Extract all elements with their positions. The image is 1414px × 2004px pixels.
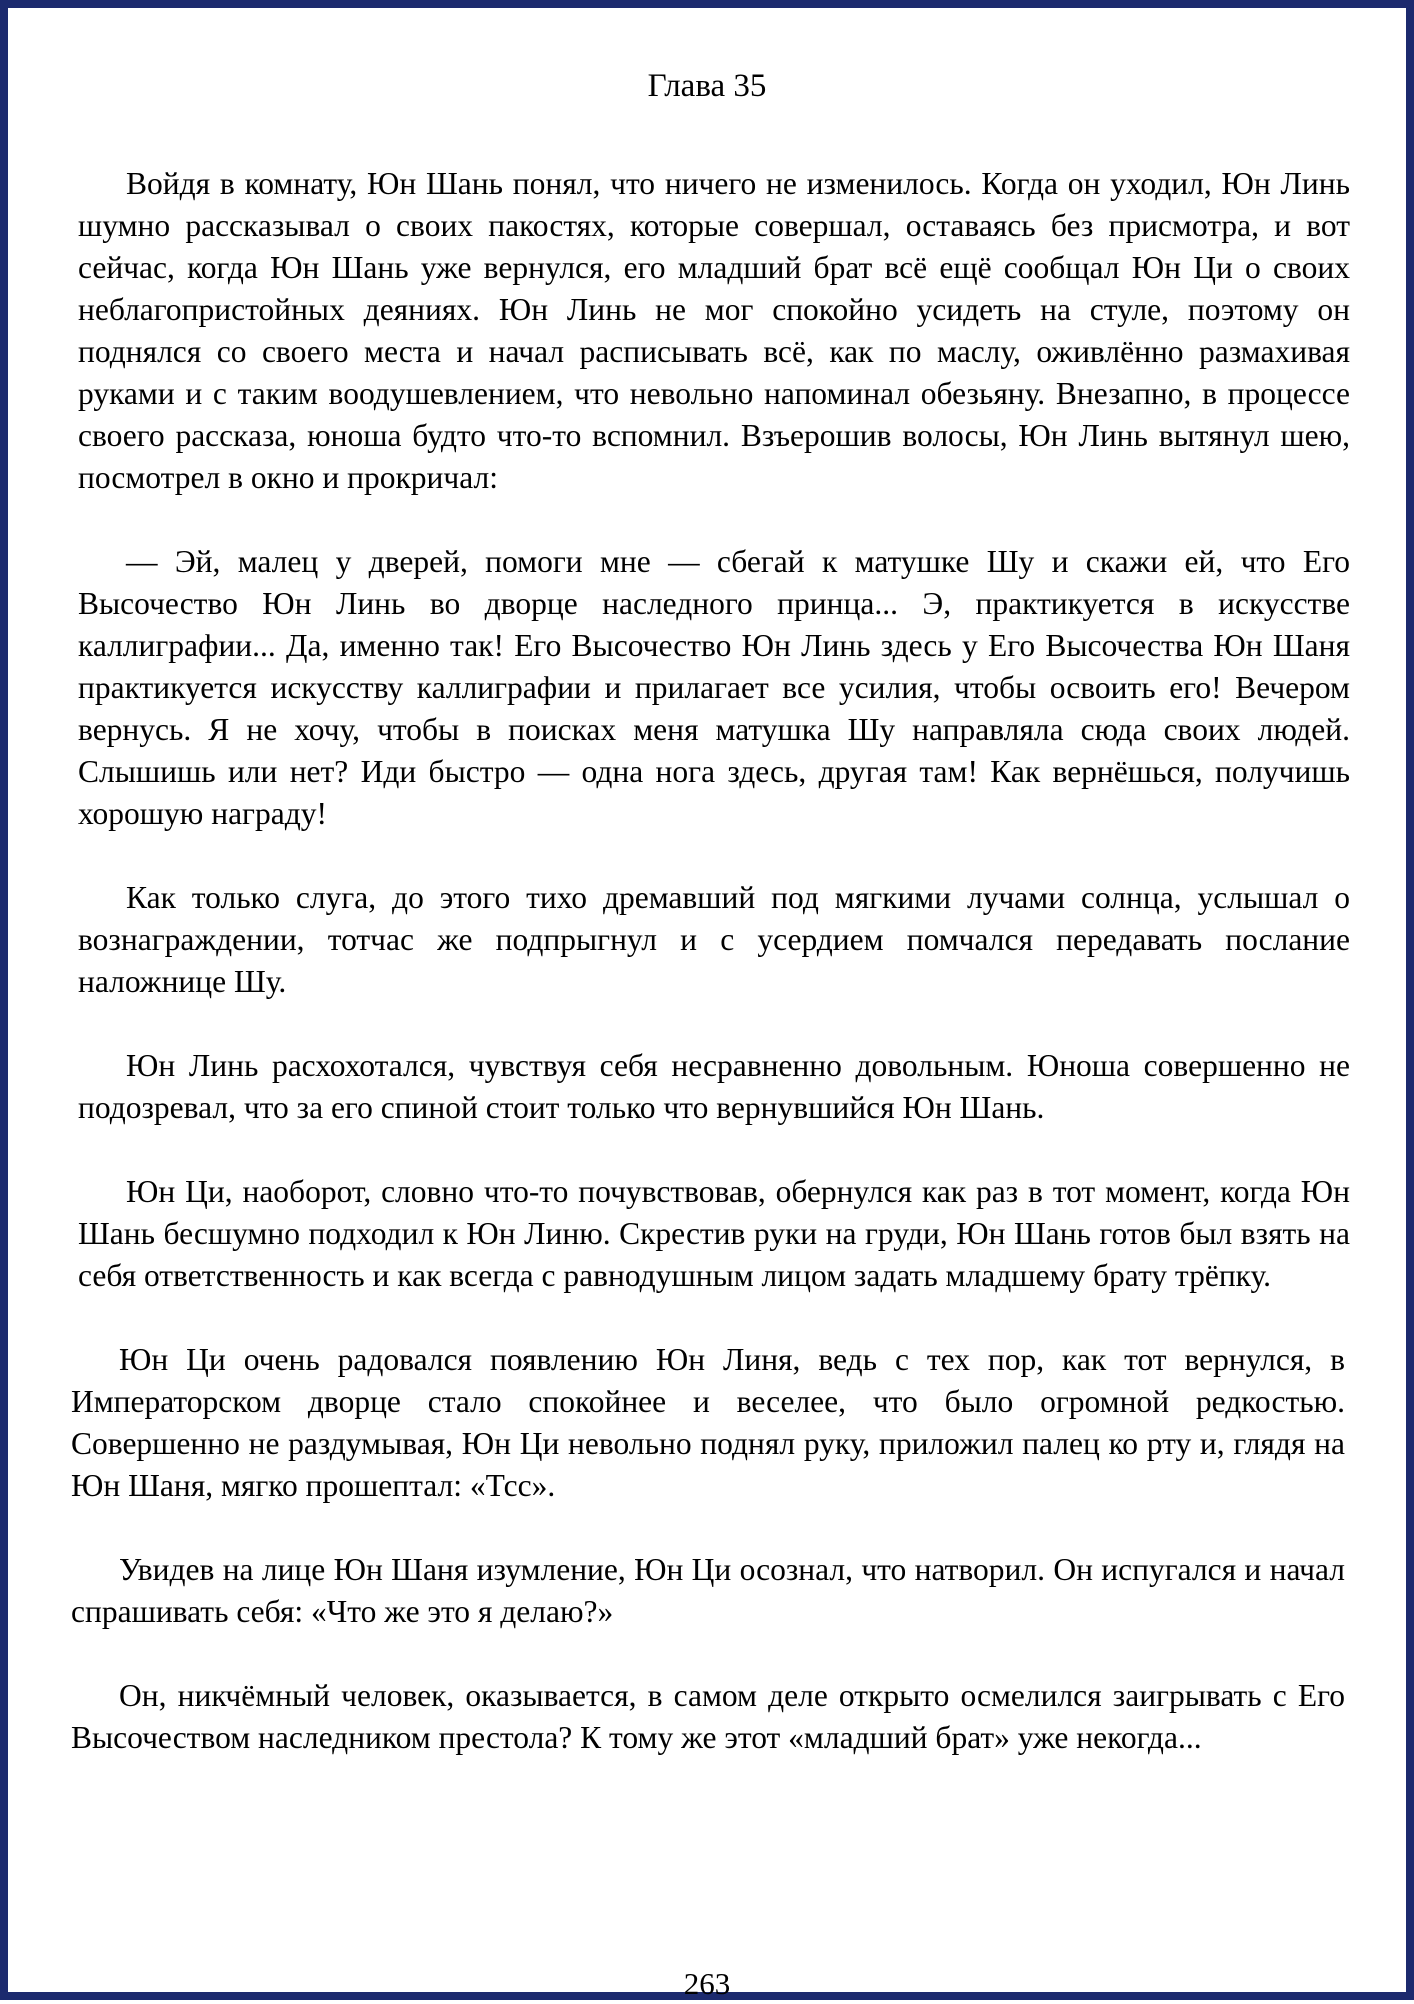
paragraph-5: Юн Ци, наоборот, словно что-то почувствовав, обернулся как раз в тот момент, когда Юн Шань бесшумно подходил к Юн Линю. Скрестив руки на груди, Юн Шань готов был взять на себя ответственность и как всегда с равнодушным лицом задать младшему брату трёпку. bbox=[78, 1174, 1350, 1293]
chapter-title: Глава 35 bbox=[647, 68, 767, 104]
paragraph-1: Войдя в комнату, Юн Шань понял, что ничего не изменилось. Когда он уходил, Юн Линь шумно рассказывал о своих пакостях, которые совершал, оставаясь без присмотра, и вот сейчас, когда Юн Шань уже вернулся, его младший брат всё ещё сообщал Юн Ци о своих неблагопристойных деяниях. Юн Линь не мог спокойно усидеть на стуле, поэтому он поднялся со своего места и начал расписывать всё, как по маслу, оживлённо размахивая руками и с таким воодушевлением, что невольно напоминал обезьяну. Внезапно, в процессе своего рассказа, юноша будто что-то вспомнил. Взъерошив волосы, Юн Линь вытянул шею, посмотрел в окно и прокричал: bbox=[78, 166, 1350, 495]
paragraph-4: Юн Линь расхохотался, чувствуя себя несравненно довольным. Юноша совершенно не подозревал, что за его спиной стоит только что вернувшийся Юн Шань. bbox=[78, 1048, 1350, 1125]
chapter-body bbox=[71, 163, 1350, 1801]
paragraph-7: Увидев на лице Юн Шаня изумление, Юн Ци осознал, что натворил. Он испугался и начал спрашивать себя: «Что же это я делаю?» bbox=[71, 1552, 1345, 1629]
paragraph-3: Как только слуга, до этого тихо дремавший под мягкими лучами солнца, услышал о вознаграждении, тотчас же подпрыгнул и с усердием помчался передавать послание наложнице Шу. bbox=[78, 880, 1350, 999]
paragraph-6: Юн Ци очень радовался появлению Юн Линя, ведь с тех пор, как тот вернулся, в Императорском дворце стало спокойнее и веселее, что было огромной редкостью. Совершенно не раздумывая, Юн Ци невольно поднял руку, приложил палец ко рту и, глядя на Юн Шаня, мягко прошептал: «Тсс». bbox=[71, 1342, 1345, 1503]
paragraph-2: — Эй, малец у дверей, помоги мне — сбегай к матушке Шу и скажи ей, что Его Высочество Юн Линь во дворце наследного принца... Э, практикуется в искусстве каллиграфии... Да, именно так! Его Высочество Юн Линь здесь у Его Высочества Юн Шаня практикуется искусству каллиграфии и прилагает все усилия, чтобы освоить его! Вечером вернусь. Я не хочу, чтобы в поисках меня матушка Шу направляла сюда своих людей. Слышишь или нет? Иди быстро — одна нога здесь, другая там! Как вернёшься, получишь хорошую награду! bbox=[78, 544, 1350, 831]
page-number: 263 bbox=[683, 1966, 731, 2001]
paragraph-8: Он, никчёмный человек, оказывается, в самом деле открыто осмелился заигрывать с Его Высочеством наследником престола? К тому же этот «младший брат» уже некогда... bbox=[71, 1678, 1345, 1755]
